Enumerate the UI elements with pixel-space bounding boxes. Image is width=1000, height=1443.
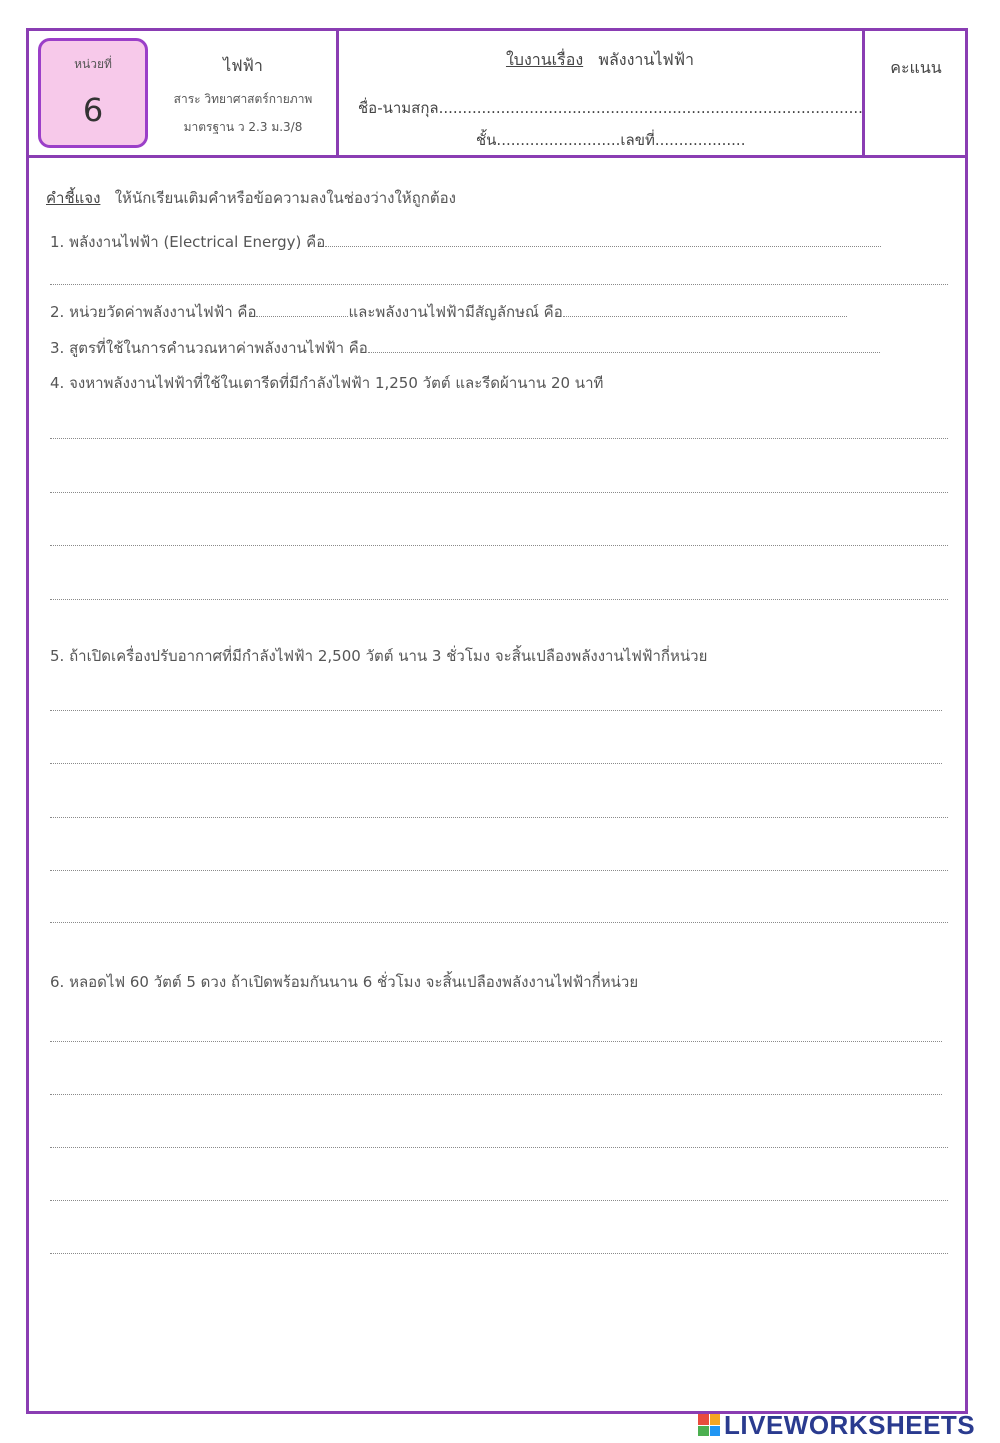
question-5-text: 5. ถ้าเปิดเครื่องปรับอากาศที่มีกำลังไฟฟ้า 2,500 วัตต์ นาน 3 ชั่วโมง จะสิ้นเปลืองพลังงานไฟฟ้ากี่หน่วย xyxy=(50,647,708,665)
worksheet-title xyxy=(340,48,860,73)
logo-square xyxy=(710,1426,721,1437)
answer-line[interactable] xyxy=(50,1094,942,1095)
logo-square xyxy=(710,1414,721,1425)
answer-line[interactable] xyxy=(50,1147,948,1148)
answer-line[interactable] xyxy=(50,1253,948,1254)
question-6 xyxy=(50,970,638,994)
question-1-text: 1. พลังงานไฟฟ้า (Electrical Energy) คือ xyxy=(50,233,326,251)
question-4 xyxy=(50,371,603,395)
answer-line[interactable] xyxy=(50,545,948,546)
logo-square xyxy=(698,1414,709,1425)
worksheet-label: ใบงานเรื่อง xyxy=(505,50,584,69)
answer-line[interactable] xyxy=(50,1200,948,1201)
subject-title: ไฟฟ้า xyxy=(223,56,263,75)
question-1 xyxy=(50,230,881,254)
answer-blank[interactable] xyxy=(368,338,880,353)
question-2-symbol-text: และพลังงานไฟฟ้ามีสัญลักษณ์ คือ xyxy=(348,303,563,321)
unit-number: 6 xyxy=(82,91,104,129)
logo-mark-icon xyxy=(698,1414,720,1436)
answer-line[interactable] xyxy=(50,284,948,285)
question-5 xyxy=(50,644,707,668)
answer-line[interactable] xyxy=(50,922,948,923)
answer-line[interactable] xyxy=(50,870,948,871)
worksheet-topic: พลังงานไฟฟ้า xyxy=(598,50,695,69)
logo-square xyxy=(698,1426,709,1437)
answer-line[interactable] xyxy=(50,710,942,711)
answer-blank[interactable] xyxy=(256,302,348,317)
instructions-text: ให้นักเรียนเติมคำหรือข้อความลงในช่องว่างให้ถูกต้อง xyxy=(114,189,456,207)
answer-line[interactable] xyxy=(50,438,948,439)
unit-label: หน่วยที่ xyxy=(74,57,112,71)
question-3 xyxy=(50,336,880,360)
header-divider xyxy=(862,28,865,158)
logo-text: LIVEWORKSHEETS xyxy=(724,1409,976,1440)
answer-blank[interactable] xyxy=(325,232,881,247)
liveworksheets-logo xyxy=(698,1408,975,1442)
score-label: คะแนน xyxy=(890,58,942,77)
answer-line[interactable] xyxy=(50,763,942,764)
instructions xyxy=(46,186,456,210)
answer-line[interactable] xyxy=(50,599,948,600)
header-divider xyxy=(336,28,339,158)
instructions-label: คำชี้แจง xyxy=(46,189,101,207)
answer-line[interactable] xyxy=(50,492,948,493)
answer-blank[interactable] xyxy=(563,302,847,317)
subject-strand: สาระ วิทยาศาสตร์กายภาพ xyxy=(173,92,313,106)
answer-line[interactable] xyxy=(50,1041,942,1042)
class-field[interactable]: ชั้น..........................เลขที่................... xyxy=(476,131,746,149)
question-2-text: 2. หน่วยวัดค่าพลังงานไฟฟ้า คือ xyxy=(50,303,257,321)
answer-line[interactable] xyxy=(50,817,948,818)
question-4-text: 4. จงหาพลังงานไฟฟ้าที่ใช้ในเตารีดที่มีกำลังไฟฟ้า 1,250 วัตต์ และรีดผ้านาน 20 นาที xyxy=(50,374,604,392)
question-6-text: 6. หลอดไฟ 60 วัตต์ 5 ดวง ถ้าเปิดพร้อมกันนาน 6 ชั่วโมง จะสิ้นเปลืองพลังงานไฟฟ้ากี่หน่วย xyxy=(50,973,639,991)
question-3-text: 3. สูตรที่ใช้ในการคำนวณหาค่าพลังงานไฟฟ้า คือ xyxy=(50,339,368,357)
unit-badge xyxy=(38,38,148,148)
question-2 xyxy=(50,300,847,324)
name-field[interactable]: ชื่อ-นามสกุล......................................................................................... xyxy=(358,99,863,117)
subject-standard: มาตรฐาน ว 2.3 ม.3/8 xyxy=(183,120,303,134)
